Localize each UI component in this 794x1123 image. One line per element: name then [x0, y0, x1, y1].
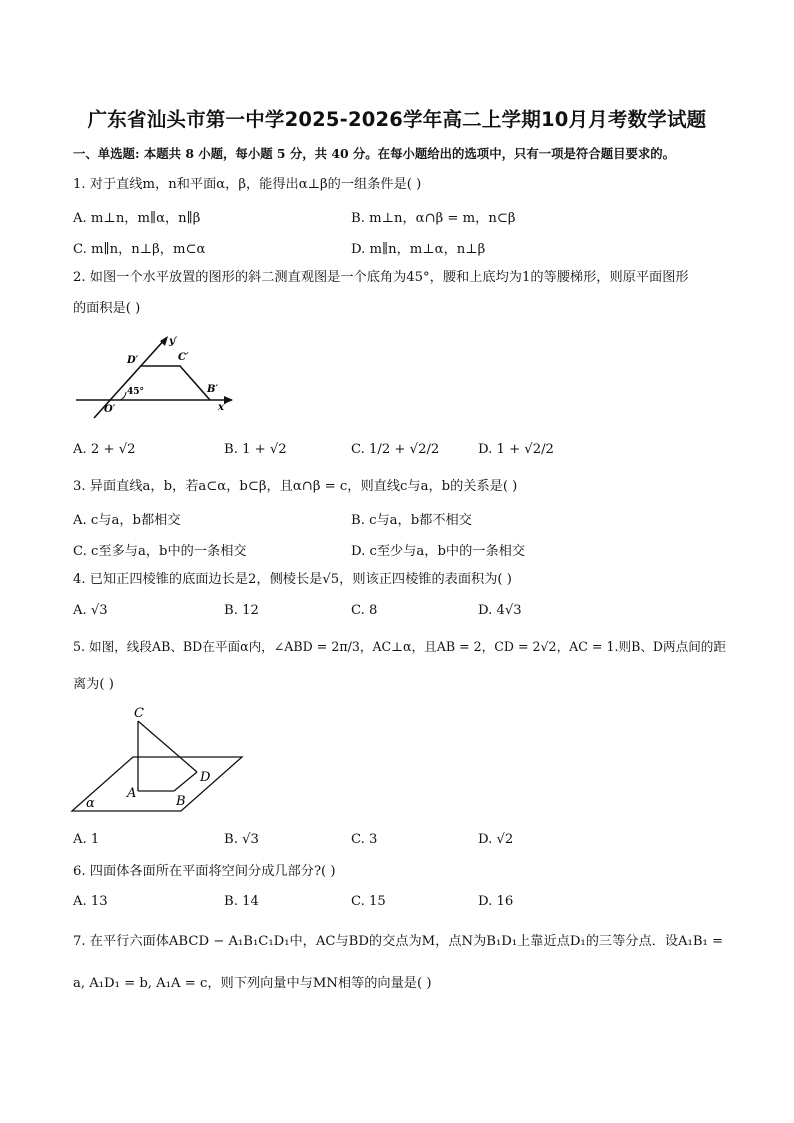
- segment-cd: [138, 721, 197, 772]
- question-3-option-d: D. c至少与a，b中的一条相交: [351, 544, 526, 559]
- question-6-option-d: D. 16: [478, 894, 514, 909]
- question-6-option-c: C. 15: [351, 894, 386, 909]
- question-2-option-a: A. 2 + √2: [73, 442, 136, 457]
- question-2-stem-line-2: 的面积是( ): [73, 301, 141, 316]
- label-45-degrees: 45°: [127, 387, 145, 397]
- question-1-option-b: B. m⊥n，α∩β = m，n⊂β: [351, 211, 516, 226]
- question-5-option-a: A. 1: [73, 832, 100, 847]
- label-b: B: [176, 794, 186, 809]
- question-1-stem: 1. 对于直线m，n和平面α，β，能得出α⊥β的一组条件是( ): [73, 177, 422, 192]
- question-3-option-c: C. c至多与a，b中的一条相交: [73, 544, 247, 559]
- label-d-prime: D′: [127, 355, 139, 366]
- label-c: C: [134, 706, 144, 721]
- label-a: A: [127, 786, 137, 801]
- trapezoid-edges: [140, 366, 210, 400]
- question-7-stem-line-2: a, A₁D₁ = b, A₁A = c，则下列向量中与MN相等的向量是( ): [73, 976, 432, 991]
- question-3-option-b: B. c与a，b都不相交: [351, 513, 472, 528]
- question-4-option-a: A. √3: [73, 603, 108, 618]
- segment-bd: [174, 772, 197, 791]
- label-alpha: α: [86, 796, 95, 811]
- question-7-stem-line-1: 7. 在平行六面体ABCD − A₁B₁C₁D₁中，AC与BD的交点为M，点N为B₁D₁上靠近点D₁的三等分点．设A₁B₁ =: [73, 934, 724, 949]
- question-2-stem-line-1: 2. 如图一个水平放置的图形的斜二测直观图是一个底角为45°，腰和上底均为1的等腰梯形，则原平面图形: [73, 270, 689, 285]
- question-4-option-b: B. 12: [224, 603, 259, 618]
- question-6-option-a: A. 13: [73, 894, 108, 909]
- question-3-option-a: A. c与a，b都相交: [73, 513, 181, 528]
- question-6-option-b: B. 14: [224, 894, 259, 909]
- label-b-prime: B′: [207, 384, 219, 395]
- angle-arc: [120, 392, 126, 400]
- question-5-option-c: C. 3: [351, 832, 378, 847]
- question-5-option-d: D. √2: [478, 832, 514, 847]
- question-2-option-c: C. 1/2 + √2/2: [351, 442, 440, 457]
- question-1-option-a: A. m⊥n，m∥α，n∥β: [73, 211, 201, 226]
- page-title: 广东省汕头市第一中学2025-2026学年高二上学期10月月考数学试题: [87, 108, 707, 131]
- question-5-option-b: B. √3: [224, 832, 259, 847]
- label-x-prime: x′: [218, 402, 227, 413]
- label-y-prime: y′: [169, 336, 178, 347]
- question-4-option-c: C. 8: [351, 603, 378, 618]
- question-5-plane-figure: [70, 705, 248, 815]
- question-5-stem-line-1: 5. 如图，线段AB、BD在平面α内，∠ABD = 2π/3，AC⊥α，且AB = 2，CD = 2√2，AC = 1.则B、D两点间的距: [73, 639, 726, 654]
- label-c-prime: C′: [178, 352, 189, 363]
- question-3-stem: 3. 异面直线a，b，若a⊂α，b⊂β，且α∩β = c，则直线c与a，b的关系是( ): [73, 479, 518, 494]
- label-d: D: [200, 770, 211, 785]
- question-4-stem: 4. 已知正四棱锥的底面边长是2，侧棱长是√5，则该正四棱锥的表面积为( ): [73, 572, 512, 587]
- section-heading: 一、单选题: 本题共 8 小题，每小题 5 分，共 40 分。在每小题给出的选项中，只有一项是符合题目要求的。: [73, 146, 676, 161]
- question-1-option-d: D. m∥n，m⊥α，n⊥β: [351, 242, 486, 257]
- label-o-prime: O′: [104, 404, 116, 415]
- question-6-stem: 6. 四面体各面所在平面将空间分成几部分?( ): [73, 864, 336, 879]
- plane-alpha: [72, 757, 242, 811]
- question-4-option-d: D. 4√3: [478, 603, 522, 618]
- question-2-trapezoid-figure: [70, 328, 240, 424]
- question-2-option-d: D. 1 + √2/2: [478, 442, 554, 457]
- question-5-stem-line-2: 离为( ): [73, 677, 114, 692]
- question-2-option-b: B. 1 + √2: [224, 442, 287, 457]
- question-1-option-c: C. m∥n，n⊥β，m⊂α: [73, 242, 206, 257]
